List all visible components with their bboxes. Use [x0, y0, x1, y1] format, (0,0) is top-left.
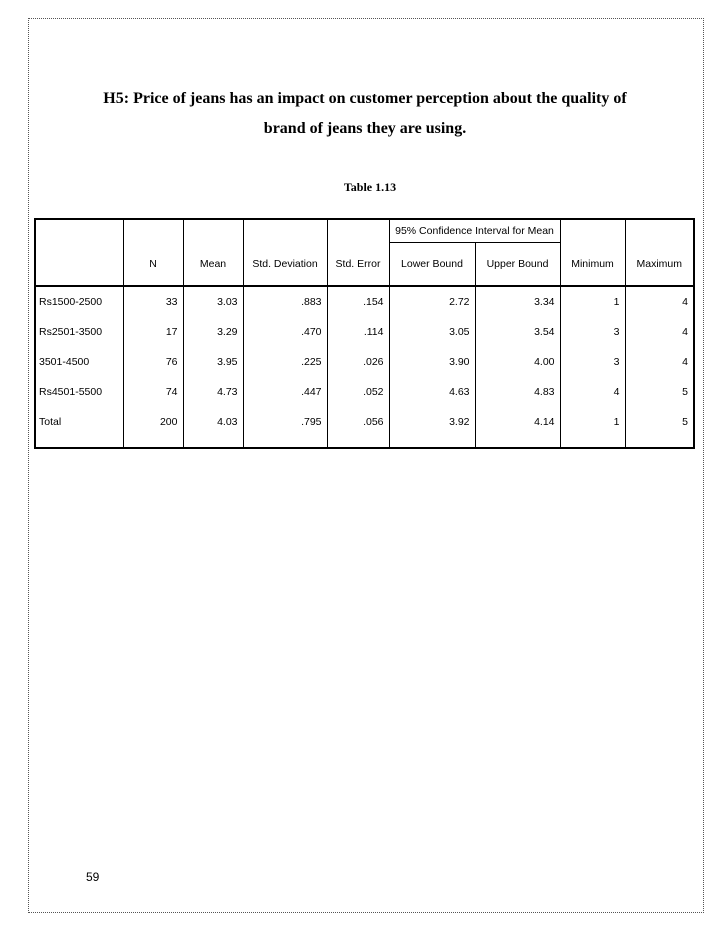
row-label: Rs4501-5500	[35, 377, 123, 407]
table-cell: 3.54	[475, 317, 560, 347]
table-caption: Table 1.13	[343, 180, 397, 194]
table-cell: 3.03	[183, 286, 243, 317]
table-cell: 200	[123, 407, 183, 448]
table-cell: .225	[243, 347, 327, 377]
column-header: Lower Bound	[389, 243, 475, 287]
table-cell: 4.63	[389, 377, 475, 407]
hypothesis-heading	[40, 84, 690, 144]
column-header: Minimum	[560, 243, 625, 287]
table-cell: 4.14	[475, 407, 560, 448]
table-cell: 4.00	[475, 347, 560, 377]
header-blank	[243, 219, 327, 243]
table-cell: .470	[243, 317, 327, 347]
table-cell: 3.29	[183, 317, 243, 347]
table-cell: .026	[327, 347, 389, 377]
table-cell: 3.34	[475, 286, 560, 317]
table-cell: 3.95	[183, 347, 243, 377]
header-blank	[625, 219, 694, 243]
table-cell: 5	[625, 407, 694, 448]
table-cell: 1	[560, 407, 625, 448]
table-row	[35, 377, 694, 407]
header-blank	[123, 219, 183, 243]
table-cell: 4	[625, 286, 694, 317]
table-row	[35, 407, 694, 448]
table-header-row-1	[35, 219, 694, 243]
table-cell: 17	[123, 317, 183, 347]
table-cell: .883	[243, 286, 327, 317]
column-header: Maximum	[625, 243, 694, 287]
table-cell: 76	[123, 347, 183, 377]
table-cell: .447	[243, 377, 327, 407]
row-label: Rs2501-3500	[35, 317, 123, 347]
table-cell: 3.90	[389, 347, 475, 377]
table-cell: 4.73	[183, 377, 243, 407]
table-cell: .056	[327, 407, 389, 448]
table-cell: 3.92	[389, 407, 475, 448]
column-header: N	[123, 243, 183, 287]
column-header: Std. Error	[327, 243, 389, 287]
table-cell: 3	[560, 347, 625, 377]
row-label: Total	[35, 407, 123, 448]
header-blank	[183, 219, 243, 243]
header-blank	[35, 243, 123, 287]
header-blank	[327, 219, 389, 243]
table-cell: 3	[560, 317, 625, 347]
table-cell: .795	[243, 407, 327, 448]
page-number: 59	[86, 870, 100, 884]
table-cell: 4	[625, 347, 694, 377]
table-cell: 4.83	[475, 377, 560, 407]
heading-line-1: H5: Price of jeans has an impact on customer perception about the quality of	[103, 90, 627, 107]
table-cell: 4	[560, 377, 625, 407]
header-blank	[560, 219, 625, 243]
header-blank	[35, 219, 123, 243]
column-header: Std. Deviation	[243, 243, 327, 287]
table-cell: .052	[327, 377, 389, 407]
ci-group-header: 95% Confidence Interval for Mean	[389, 219, 560, 243]
table-cell: .154	[327, 286, 389, 317]
table-row	[35, 347, 694, 377]
column-header: Mean	[183, 243, 243, 287]
table-cell: 1	[560, 286, 625, 317]
page-border	[28, 18, 704, 913]
descriptives-table	[34, 218, 695, 449]
table-cell: .114	[327, 317, 389, 347]
table-cell: 4.03	[183, 407, 243, 448]
table-cell: 4	[625, 317, 694, 347]
column-header: Upper Bound	[475, 243, 560, 287]
table-cell: 2.72	[389, 286, 475, 317]
row-label: Rs1500-2500	[35, 286, 123, 317]
table-cell: 74	[123, 377, 183, 407]
table-cell: 33	[123, 286, 183, 317]
table-header-row-2	[35, 243, 694, 287]
table-row	[35, 286, 694, 317]
table-cell: 3.05	[389, 317, 475, 347]
row-label: 3501-4500	[35, 347, 123, 377]
table-row	[35, 317, 694, 347]
heading-line-2: brand of jeans they are using.	[263, 120, 467, 137]
table-cell: 5	[625, 377, 694, 407]
